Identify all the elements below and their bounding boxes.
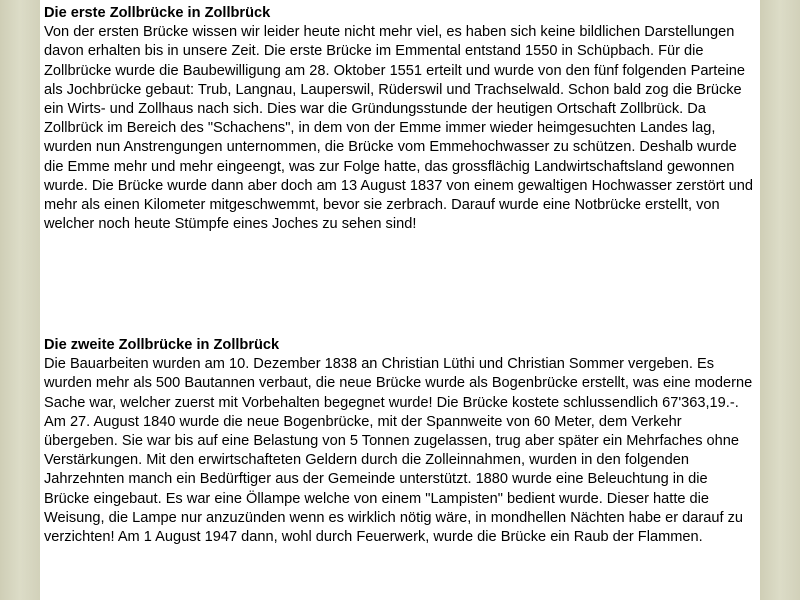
section-first-bridge <box>44 4 756 234</box>
section-second-bridge <box>44 336 756 547</box>
section-body: Von der ersten Brücke wissen wir leider heute nicht mehr viel, es haben sich keine bildlichen Darstellungen davon erhalten bis in unsere Zeit. Die erste Brücke im Emmental entstand 1550 in Schüpbach. Für die Zollbrücke wurde die Baubewilligung am 28. Oktober 1551 erteilt und wurde von den fünf folgenden Parteine als Jochbrücke gebaut: Trub, Langnau, Lauperswil, Rüderswil und Trachselwald. Schon bald zog die Brücke ein Wirts- und Zollhaus nach sich. Dies war die Gründungsstunde der heutigen Ortschaft Zollbrück. Da Zollbrück im Bereich des "Schachens", in dem von der Emme immer wieder heimgesuchten Landes lag, wurden nun Anstrengungen unternommen, die Brücke vom Emmehochwasser zu schützen. Deshalb wurde die Emme mehr und mehr eingeengt, was zur Folge hatte, das grossflächig Landwirtschaftsland gewonnen wurde. Die Brücke wurde dann aber doch am 13 August 1837 von einem gewaltigen Hochwasser zerstört und mehr als einen Kilometer mitgeschwemmt, bevor sie zerbrach. Darauf wurde eine Notbrücke erstellt, von welcher noch heute Stümpfe eines Joches zu sehen sind! <box>44 24 754 233</box>
section-title: Die erste Zollbrücke in Zollbrück <box>44 5 271 21</box>
document-page <box>40 0 760 600</box>
background-texture-left <box>0 0 40 600</box>
section-title: Die zweite Zollbrücke in Zollbrück <box>44 337 280 353</box>
section-body: Die Bauarbeiten wurden am 10. Dezember 1838 an Christian Lüthi und Christian Sommer vergeben. Es wurden mehr als 500 Bautannen verbaut, die neue Brücke wurde als Bogenbrücke erstellt, was eine moderne Sache war, welcher zuerst mit Vorbehalten begegnet wurde! Die Brücke kostete schlussendlich 67'363,19.-. Am 27. August 1840 wurde die neue Bogenbrücke, mit der Spannweite von 60 Meter, dem Verkehr übergeben. Sie war bis auf eine Belastung von 5 Tonnen zugelassen, trug aber später ein Mehrfaches ohne Verstärkungen. Mit den erwirtschafteten Geldern durch die Zolleinnahmen, wurden in den folgenden Jahrzehnten manch ein Bedürftiger aus der Gemeinde unterstützt. 1880 wurde eine Beleuchtung in die Brücke eingebaut. Es war eine Öllampe welche von einem "Lampisten" bedient wurde. Dieser hatte die Weisung, die Lampe nur anzuzünden wenn es wirklich nötig wäre, in mondhellen Nächten habe er darauf zu verzichten! Am 1 August 1947 dann, wohl durch Feuerwerk, wurde die Brücke ein Raub der Flammen. <box>44 356 753 546</box>
background-texture-right <box>760 0 800 600</box>
